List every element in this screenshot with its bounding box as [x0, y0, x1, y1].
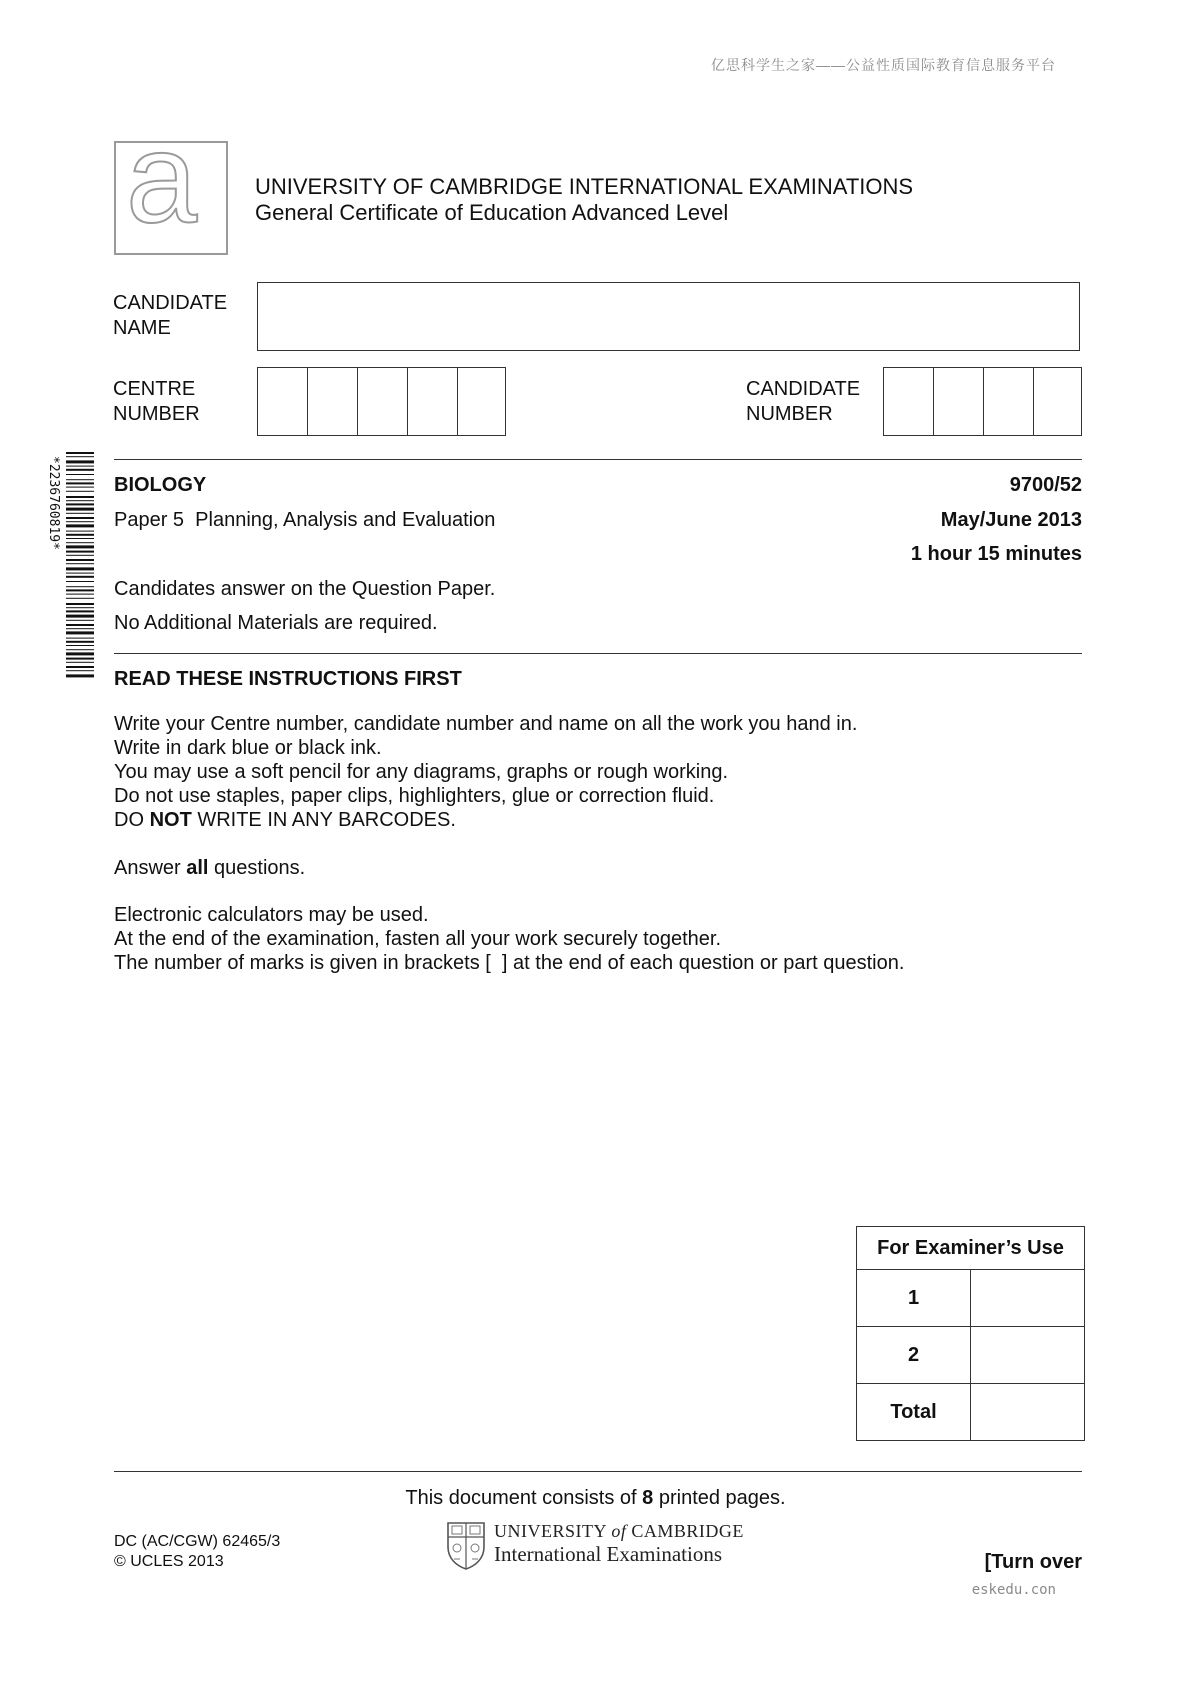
candidate-number-field[interactable] [883, 367, 1082, 436]
mark-cell[interactable] [971, 1270, 1085, 1327]
wordmark-of: of [611, 1521, 627, 1541]
barcode-bar [66, 452, 94, 454]
barcode-bar [66, 513, 94, 514]
page-count-note [0, 1487, 1191, 1510]
divider [114, 1471, 1082, 1472]
centre-number-digit-box[interactable] [358, 368, 408, 435]
instruction-line: At the end of the examination, fasten all your work securely together. [114, 928, 722, 950]
candidate-number-label-line1: CANDIDATE [746, 378, 861, 400]
barcode-bar [66, 649, 94, 650]
barcode-bar [66, 555, 94, 556]
instruction-line: You may use a soft pencil for any diagrams, graphs or rough working. [114, 761, 729, 783]
barcode-bar [66, 479, 94, 480]
barcode-bar [66, 474, 94, 475]
candidate-number-digit-box[interactable] [984, 368, 1034, 435]
barcode-bar [66, 645, 94, 646]
barcode-bar [66, 598, 94, 599]
candidate-number-digit-box[interactable] [884, 368, 934, 435]
instruction-text: WRITE IN ANY BARCODES. [191, 809, 456, 831]
cambridge-shield-icon [446, 1521, 486, 1571]
page-count-suffix: printed pages. [653, 1487, 786, 1509]
subject: BIOLOGY [114, 474, 207, 496]
barcode-bar [66, 652, 94, 655]
qualification-subtitle: General Certificate of Education Advanced Level [255, 200, 729, 225]
centre-number-digit-box[interactable] [308, 368, 358, 435]
document-ref-code: DC (AC/CGW) 62465/3 [114, 1533, 281, 1550]
centre-number-digit-box[interactable] [258, 368, 308, 435]
candidate-name-label [113, 291, 227, 341]
examiners-use-heading: For Examiner’s Use [857, 1227, 1085, 1270]
barcode-bar [66, 586, 94, 587]
barcode-bar [66, 589, 94, 591]
candidate-number-label [746, 377, 860, 427]
page-count-prefix: This document consists of [405, 1487, 643, 1509]
centre-number-label [113, 377, 200, 427]
centre-number-label-line1: CENTRE [113, 378, 196, 400]
paper-code: 9700/52 [1009, 474, 1082, 496]
centre-number-digit-box[interactable] [458, 368, 505, 435]
mark-cell[interactable] [971, 1327, 1085, 1384]
copyright-notice: © UCLES 2013 [114, 1553, 224, 1570]
instruction-line: The number of marks is given in brackets [ ] at the end of each question or part question. [114, 952, 905, 974]
instruction-line [114, 808, 857, 832]
barcode-text: *2236760819* [46, 456, 61, 550]
document-reference [114, 1532, 280, 1572]
barcode-bar [66, 638, 94, 639]
barcode-bar [66, 631, 94, 634]
barcode-bar [66, 545, 94, 548]
paper-title: Paper 5 Planning, Analysis and Evaluation [114, 509, 496, 531]
centre-number-label-line2: NUMBER [113, 403, 200, 425]
barcode-bar [66, 576, 94, 578]
candidate-name-field[interactable] [257, 282, 1080, 351]
centre-number-field[interactable] [257, 367, 506, 436]
barcode-bar [66, 531, 94, 532]
barcode-bar [66, 508, 94, 511]
barcode-bar [66, 460, 94, 463]
barcode-bar [66, 603, 94, 605]
instruction-line: Electronic calculators may be used. [114, 904, 429, 926]
divider [114, 653, 1082, 654]
barcode-bar [66, 581, 94, 582]
examiners-use-header-row [857, 1227, 1085, 1270]
barcode-bar [66, 607, 94, 608]
cambridge-wordmark-line2: International Examinations [494, 1542, 723, 1566]
instructions-block [114, 712, 857, 832]
barcode-bar [66, 456, 94, 457]
barcode-bar [66, 563, 94, 564]
cambridge-wordmark-line1 [494, 1521, 744, 1542]
instructions-block-2 [114, 903, 904, 975]
instruction-emphasis: NOT [149, 809, 192, 831]
instruction-text: questions. [208, 857, 306, 879]
barcode-bar [66, 670, 94, 671]
total-mark-cell[interactable] [971, 1384, 1085, 1441]
barcode-bar [66, 620, 94, 621]
instruction-line: Write in dark blue or black ink. [114, 737, 382, 759]
barcode-bar [66, 551, 94, 553]
barcode-bar [66, 517, 94, 519]
barcode-bar [66, 628, 94, 629]
question-number-cell: 1 [857, 1270, 971, 1327]
barcode-bar [66, 500, 94, 501]
barcode-graphic [46, 452, 96, 680]
barcode-bar [66, 534, 94, 536]
barcode-bar [66, 482, 94, 484]
wordmark-cambridge: CAMBRIDGE [631, 1521, 744, 1541]
barcode-bar [66, 573, 94, 574]
divider [114, 459, 1082, 460]
barcode-bar [66, 524, 94, 527]
barcode-bar [66, 610, 94, 612]
barcode-bar [66, 538, 94, 539]
exam-session: May/June 2013 [940, 509, 1082, 531]
barcode-bar [66, 674, 94, 677]
instruction-text: Answer [114, 857, 187, 879]
cambridge-a-logo [114, 141, 228, 255]
barcode-bar [66, 496, 94, 498]
barcode-bar [66, 662, 94, 663]
answer-all-instruction [114, 856, 305, 880]
candidate-name-label-line2: NAME [113, 317, 171, 339]
question-number-cell: 2 [857, 1327, 971, 1384]
barcode-bar [66, 666, 94, 668]
barcode-bar [66, 658, 94, 660]
centre-number-digit-box[interactable] [408, 368, 458, 435]
barcode-bar [66, 615, 94, 618]
logo-letter: a [126, 141, 198, 250]
exam-board-title: UNIVERSITY OF CAMBRIDGE INTERNATIONAL EXAMINATIONS [255, 174, 914, 199]
barcode-bar [66, 503, 94, 505]
table-row [857, 1384, 1085, 1441]
candidate-number-label-line2: NUMBER [746, 403, 833, 425]
table-row [857, 1270, 1085, 1327]
candidate-number-digit-box[interactable] [1034, 368, 1081, 435]
wordmark-university: UNIVERSITY [494, 1521, 607, 1541]
exam-duration: 1 hour 15 minutes [910, 543, 1082, 565]
barcode-bar [66, 542, 94, 543]
barcode-bar [66, 559, 94, 561]
examiners-use-table [856, 1226, 1085, 1441]
total-label-cell: Total [857, 1384, 971, 1441]
instruction-line: Do not use staples, paper clips, highlighters, glue or correction fluid. [114, 785, 715, 807]
instructions-heading: READ THESE INSTRUCTIONS FIRST [114, 668, 462, 690]
barcode-bar [66, 624, 94, 626]
barcode-bar [66, 641, 94, 643]
barcode-bar [66, 594, 94, 595]
page-count-text [405, 1487, 785, 1509]
barcode [46, 452, 96, 680]
barcode-bar [66, 466, 94, 467]
turn-over-label: [Turn over [984, 1551, 1082, 1573]
barcode-bar [66, 521, 94, 522]
instruction-emphasis: all [186, 857, 209, 879]
instruction-line: Write your Centre number, candidate number and name on all the work you hand in. [114, 713, 858, 735]
instruction-text: DO [114, 809, 150, 831]
barcode-bar [66, 469, 94, 471]
candidate-name-label-line1: CANDIDATE [113, 292, 228, 314]
table-row [857, 1327, 1085, 1384]
answer-on-paper: Candidates answer on the Question Paper. [114, 578, 496, 600]
cambridge-footer-logo [446, 1521, 744, 1571]
barcode-bar [66, 567, 94, 570]
page-count-number: 8 [642, 1487, 654, 1509]
candidate-number-digit-box[interactable] [934, 368, 984, 435]
materials-note: No Additional Materials are required. [114, 612, 438, 634]
watermark-top: 亿思科学生之家——公益性质国际教育信息服务平台 [711, 57, 1056, 73]
barcode-bar [66, 487, 94, 488]
watermark-bottom: eskedu.con [971, 1582, 1056, 1598]
barcode-bar [66, 491, 94, 492]
cambridge-footer-wordmark [494, 1521, 744, 1567]
